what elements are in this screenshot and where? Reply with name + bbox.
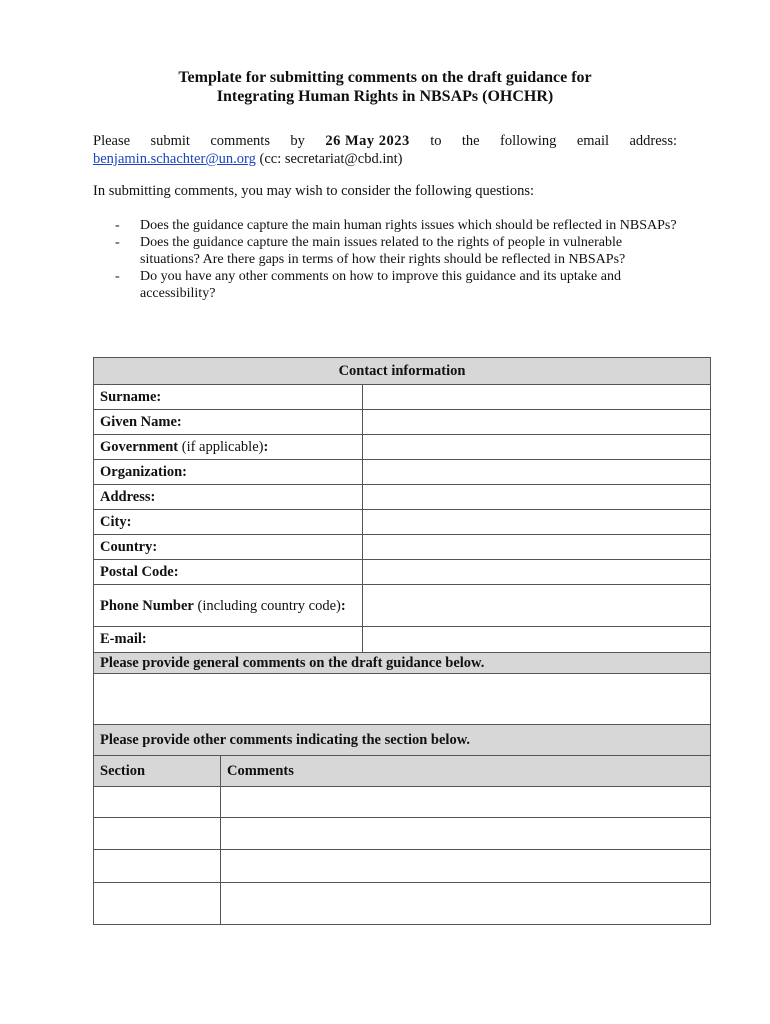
- intro-line-1: [93, 132, 677, 150]
- table-row: [94, 627, 711, 653]
- table-row: [94, 725, 711, 756]
- general-comments-header: Please provide general comments on the draft guidance below.: [94, 653, 711, 674]
- surname-field[interactable]: [363, 385, 711, 410]
- intro-paragraph: [93, 132, 677, 168]
- bullet-dash: -: [115, 235, 120, 250]
- table-row: [94, 787, 711, 818]
- table-row: [94, 883, 711, 925]
- postal-code-label: Postal Code:: [94, 560, 363, 585]
- list-item: [93, 217, 683, 234]
- organization-label: Organization:: [94, 460, 363, 485]
- country-field[interactable]: [363, 535, 711, 560]
- table-row: [94, 756, 711, 787]
- section-cell[interactable]: [94, 818, 221, 850]
- city-label: City:: [94, 510, 363, 535]
- general-comments-field[interactable]: [94, 674, 711, 725]
- intro-word: submit: [150, 133, 190, 149]
- email-link[interactable]: benjamin.schachter@un.org: [93, 151, 256, 167]
- questions-list: [93, 217, 683, 302]
- table-row: [94, 510, 711, 535]
- section-cell[interactable]: [94, 850, 221, 883]
- intro-word: by: [290, 133, 305, 149]
- email-field[interactable]: [363, 627, 711, 653]
- contact-header: Contact information: [94, 358, 711, 385]
- document-title: [0, 68, 770, 106]
- table-row: [94, 385, 711, 410]
- bullet-dash: -: [115, 269, 120, 284]
- email-label: E-mail:: [94, 627, 363, 653]
- table-row: [94, 585, 711, 627]
- intro-word: to: [430, 133, 442, 149]
- title-line-2: Integrating Human Rights in NBSAPs (OHCHR): [216, 88, 554, 105]
- cc-text: (cc: secretariat@cbd.int): [259, 151, 403, 167]
- table-row: [94, 850, 711, 883]
- question-text: Does the guidance capture the main issues related to the rights of people in vulnerable situations? Are there gaps in terms of how their rights should be reflected in NBSAPs?: [140, 235, 626, 267]
- deadline-date: 26 May 2023: [325, 133, 410, 149]
- list-item: [93, 268, 683, 302]
- bullet-dash: -: [115, 218, 120, 233]
- address-field[interactable]: [363, 485, 711, 510]
- table-row: [94, 560, 711, 585]
- given-name-label: Given Name:: [94, 410, 363, 435]
- comments-cell[interactable]: [221, 883, 711, 925]
- phone-field[interactable]: [363, 585, 711, 627]
- intro-word: the: [461, 133, 480, 149]
- table-row: [94, 818, 711, 850]
- address-label: Address:: [94, 485, 363, 510]
- phone-label: Phone Number (including country code):: [94, 585, 363, 627]
- section-cell[interactable]: [94, 787, 221, 818]
- contact-table: [93, 357, 711, 756]
- title-line-1: Template for submitting comments on the draft guidance for: [178, 69, 592, 86]
- table-row: [94, 358, 711, 385]
- surname-label: Surname:: [94, 385, 363, 410]
- question-text: Do you have any other comments on how to improve this guidance and its uptake and accessibility?: [140, 269, 621, 301]
- intro-word: email: [576, 133, 610, 149]
- postal-code-field[interactable]: [363, 560, 711, 585]
- comments-column-header: Comments: [221, 756, 711, 787]
- other-comments-header: Please provide other comments indicating the section below.: [94, 725, 711, 756]
- country-label: Country:: [94, 535, 363, 560]
- table-row: [94, 410, 711, 435]
- government-field[interactable]: [363, 435, 711, 460]
- comments-cell[interactable]: [221, 818, 711, 850]
- given-name-field[interactable]: [363, 410, 711, 435]
- table-row: [94, 674, 711, 725]
- questions-intro: In submitting comments, you may wish to consider the following questions:: [93, 183, 535, 199]
- question-text: Does the guidance capture the main human rights issues which should be reflected in NBSAPs?: [140, 218, 677, 233]
- intro-word: Please: [93, 133, 131, 149]
- government-label: Government (if applicable):: [94, 435, 363, 460]
- city-field[interactable]: [363, 510, 711, 535]
- table-row: [94, 460, 711, 485]
- list-item: [93, 234, 683, 268]
- comments-cell[interactable]: [221, 850, 711, 883]
- table-row: [94, 435, 711, 460]
- table-row: [94, 485, 711, 510]
- table-row: [94, 653, 711, 674]
- intro-line-2: [93, 150, 677, 168]
- intro-word: following: [500, 133, 557, 149]
- intro-word: comments: [210, 133, 270, 149]
- intro-word: address:: [629, 133, 677, 149]
- section-cell[interactable]: [94, 883, 221, 925]
- section-comments-table: [93, 755, 711, 925]
- comments-cell[interactable]: [221, 787, 711, 818]
- table-row: [94, 535, 711, 560]
- organization-field[interactable]: [363, 460, 711, 485]
- section-column-header: Section: [94, 756, 221, 787]
